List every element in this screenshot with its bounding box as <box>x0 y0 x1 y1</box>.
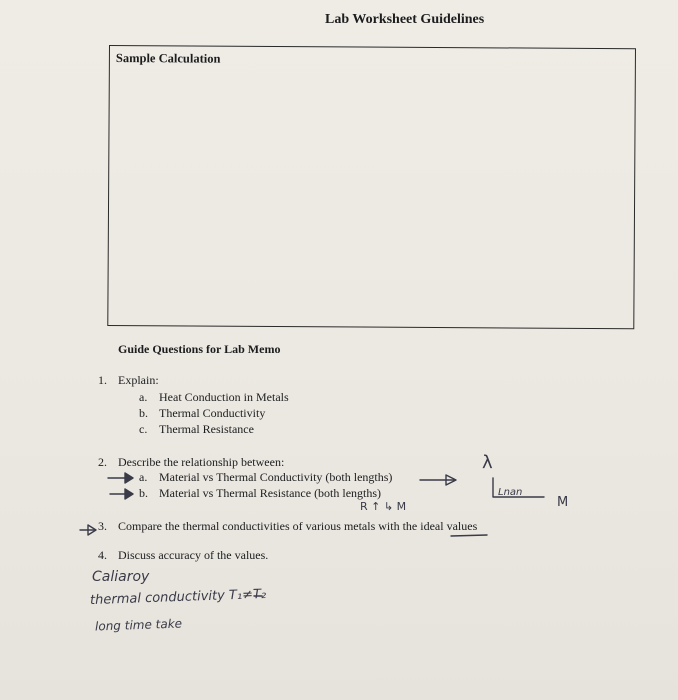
page-title: Lab Worksheet Guidelines <box>325 12 485 27</box>
handwritten-m-label: M <box>557 495 569 510</box>
arrow-head-icon <box>125 473 133 483</box>
question-2: 2. Describe the relationship between: <box>98 455 285 469</box>
question-1-item-c: c. Thermal Resistance <box>139 422 254 436</box>
handwritten-graph-label: Lnan <box>498 487 523 498</box>
handwritten-note-3: long time take <box>94 616 183 634</box>
handwritten-lambda: λ <box>482 452 493 473</box>
question-number: 1. <box>98 373 107 387</box>
question-1-item-b: b. Thermal Conductivity <box>139 406 266 420</box>
question-4: 4. Discuss accuracy of the values. <box>98 548 269 562</box>
question-3: 3. Compare the thermal conductivities of various metals with the ideal values <box>98 519 478 533</box>
handwritten-q3-note: R ↑ ↳ M <box>360 500 407 513</box>
question-2-item-a: a. Material vs Thermal Conductivity (both lengths) <box>139 470 393 484</box>
arrow-head-icon <box>125 489 133 499</box>
question-2-item-b: b. Material vs Thermal Resistance (both lengths) <box>139 486 382 500</box>
handwritten-note-2: thermal conductivity T₁≠T₂ <box>89 586 267 609</box>
underline-icon <box>451 535 487 536</box>
guide-questions-heading: Guide Questions for Lab Memo <box>118 342 281 356</box>
handwritten-note-1: Caliaroy <box>92 569 150 585</box>
question-1-item-a: a. Heat Conduction in Metals <box>139 390 289 404</box>
graph-axes-icon <box>493 478 544 497</box>
sample-calculation-label: Sample Calculation <box>115 51 221 66</box>
question-text: Explain: <box>118 373 159 387</box>
